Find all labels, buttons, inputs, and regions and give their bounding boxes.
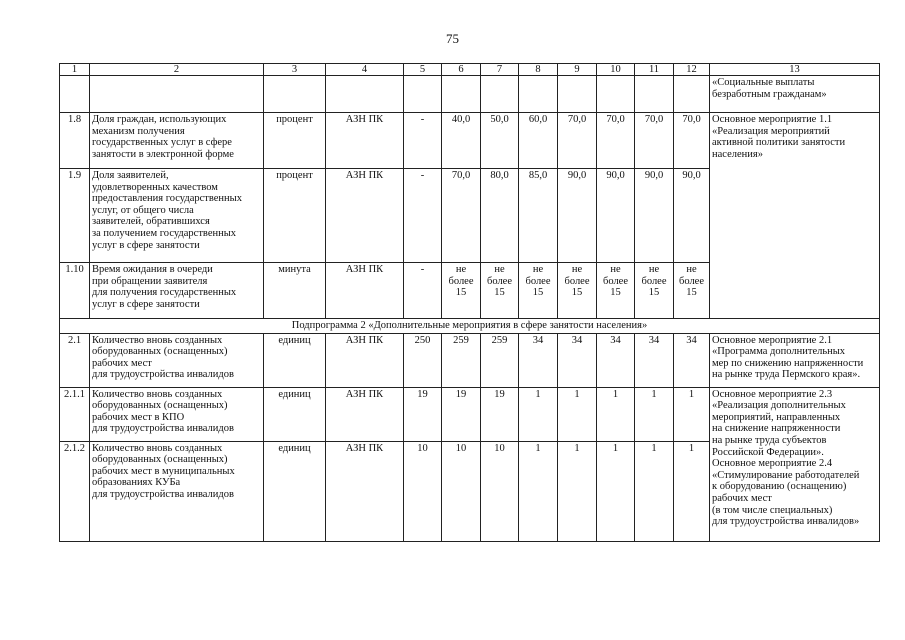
value-cell: не более 15 xyxy=(481,263,519,319)
value-cell: 34 xyxy=(519,333,558,387)
row-number: 1.9 xyxy=(60,169,90,263)
header-cell: 5 xyxy=(404,64,442,76)
subprogram-title: Подпрограмма 2 «Дополнительные мероприятия в сфере занятости населения» xyxy=(60,319,880,334)
value-cell: 1 xyxy=(635,387,674,441)
measure-cell: Основное мероприятие 2.3 «Реализация дополнительных мероприятий, направленных на снижение напряженности на рынке труда субъектов Российской Федерации». Основное мероприятие 2.4 «Стимулирование работодателей к оборудованию (оснащению) рабочих мест (в том числе специальных) для трудоустройства инвалидов» xyxy=(710,387,880,541)
value-cell: 80,0 xyxy=(481,169,519,263)
value-cell: 90,0 xyxy=(674,169,710,263)
row-number: 1.8 xyxy=(60,113,90,169)
source-cell: АЗН ПК xyxy=(326,169,404,263)
value-cell: 1 xyxy=(674,441,710,541)
value-cell: не более 15 xyxy=(519,263,558,319)
value-cell: 259 xyxy=(481,333,519,387)
value-cell: 259 xyxy=(442,333,481,387)
source-cell: АЗН ПК xyxy=(326,387,404,441)
value-cell: 60,0 xyxy=(519,113,558,169)
header-cell: 10 xyxy=(597,64,635,76)
unit-cell: единиц xyxy=(264,387,326,441)
value-cell: 1 xyxy=(558,387,597,441)
source-cell: АЗН ПК xyxy=(326,263,404,319)
page-number: 75 xyxy=(446,31,459,46)
value-cell: не более 15 xyxy=(558,263,597,319)
value-cell: 34 xyxy=(597,333,635,387)
indicator-name: Количество вновь созданных оборудованных (оснащенных) рабочих мест для трудоустройства инвалидов xyxy=(90,333,264,387)
value-cell: 70,0 xyxy=(635,113,674,169)
value-cell: 90,0 xyxy=(558,169,597,263)
indicator-name: Доля заявителей, удовлетворенных качеством предоставления государственных услуг, от общего числа заявителей, обратившихся за получением государственных услуг в сфере занятости xyxy=(90,169,264,263)
value-cell: 10 xyxy=(404,441,442,541)
unit-cell: процент xyxy=(264,113,326,169)
source-cell: АЗН ПК xyxy=(326,441,404,541)
header-cell: 8 xyxy=(519,64,558,76)
header-cell: 7 xyxy=(481,64,519,76)
indicator-name: Количество вновь созданных оборудованных (оснащенных) рабочих мест в муниципальных образованиях КУБа для трудоустройства инвалидов xyxy=(90,441,264,541)
value-cell: 1 xyxy=(519,387,558,441)
row-number: 2.1.1 xyxy=(60,387,90,441)
value-cell: 1 xyxy=(519,441,558,541)
value-cell: 34 xyxy=(674,333,710,387)
indicator-name: Количество вновь созданных оборудованных (оснащенных) рабочих мест в КПО для трудоустройства инвалидов xyxy=(90,387,264,441)
value-cell: - xyxy=(404,113,442,169)
value-cell: 70,0 xyxy=(674,113,710,169)
unit-cell: единиц xyxy=(264,333,326,387)
value-cell: 1 xyxy=(558,441,597,541)
unit-cell: процент xyxy=(264,169,326,263)
header-row xyxy=(60,64,880,76)
measure-cell: «Социальные выплаты безработным гражданам» xyxy=(710,76,880,113)
indicator-table xyxy=(59,63,880,542)
value-cell: 90,0 xyxy=(635,169,674,263)
source-cell: АЗН ПК xyxy=(326,113,404,169)
row-number: 1.10 xyxy=(60,263,90,319)
measure-cell: Основное мероприятие 1.1 «Реализация мероприятий активной политики занятости населения» xyxy=(710,113,880,319)
value-cell: 1 xyxy=(635,441,674,541)
value-cell: 40,0 xyxy=(442,113,481,169)
header-cell: 13 xyxy=(710,64,880,76)
value-cell: 1 xyxy=(674,387,710,441)
table-row xyxy=(60,333,880,387)
value-cell: 70,0 xyxy=(597,113,635,169)
table-row xyxy=(60,76,880,113)
measure-cell: Основное мероприятие 2.1 «Программа дополнительных мер по снижению напряженности на рынке труда Пермского края». xyxy=(710,333,880,387)
value-cell: 1 xyxy=(597,387,635,441)
row-number: 2.1.2 xyxy=(60,441,90,541)
value-cell: не более 15 xyxy=(597,263,635,319)
value-cell: 19 xyxy=(481,387,519,441)
table-row xyxy=(60,387,880,441)
value-cell: 10 xyxy=(481,441,519,541)
unit-cell: единиц xyxy=(264,441,326,541)
value-cell: 19 xyxy=(404,387,442,441)
unit-cell: минута xyxy=(264,263,326,319)
value-cell: 19 xyxy=(442,387,481,441)
header-cell: 3 xyxy=(264,64,326,76)
value-cell: 250 xyxy=(404,333,442,387)
value-cell: 34 xyxy=(635,333,674,387)
value-cell: 85,0 xyxy=(519,169,558,263)
header-cell: 9 xyxy=(558,64,597,76)
value-cell: - xyxy=(404,263,442,319)
value-cell: 70,0 xyxy=(442,169,481,263)
table-row xyxy=(60,113,880,169)
value-cell: не более 15 xyxy=(442,263,481,319)
indicator-name: Время ожидания в очереди при обращении заявителя для получения государственных услуг в сфере занятости xyxy=(90,263,264,319)
header-cell: 4 xyxy=(326,64,404,76)
indicator-name: Доля граждан, использующих механизм получения государственных услуг в сфере занятости в электронной форме xyxy=(90,113,264,169)
value-cell: 90,0 xyxy=(597,169,635,263)
row-number: 2.1 xyxy=(60,333,90,387)
value-cell: не более 15 xyxy=(635,263,674,319)
value-cell: 34 xyxy=(558,333,597,387)
header-cell: 2 xyxy=(90,64,264,76)
header-cell: 12 xyxy=(674,64,710,76)
subprogram-row xyxy=(60,319,880,334)
header-cell: 6 xyxy=(442,64,481,76)
value-cell: 50,0 xyxy=(481,113,519,169)
header-cell: 1 xyxy=(60,64,90,76)
value-cell: 1 xyxy=(597,441,635,541)
value-cell: - xyxy=(404,169,442,263)
value-cell: 10 xyxy=(442,441,481,541)
source-cell: АЗН ПК xyxy=(326,333,404,387)
header-cell: 11 xyxy=(635,64,674,76)
value-cell: 70,0 xyxy=(558,113,597,169)
value-cell: не более 15 xyxy=(674,263,710,319)
